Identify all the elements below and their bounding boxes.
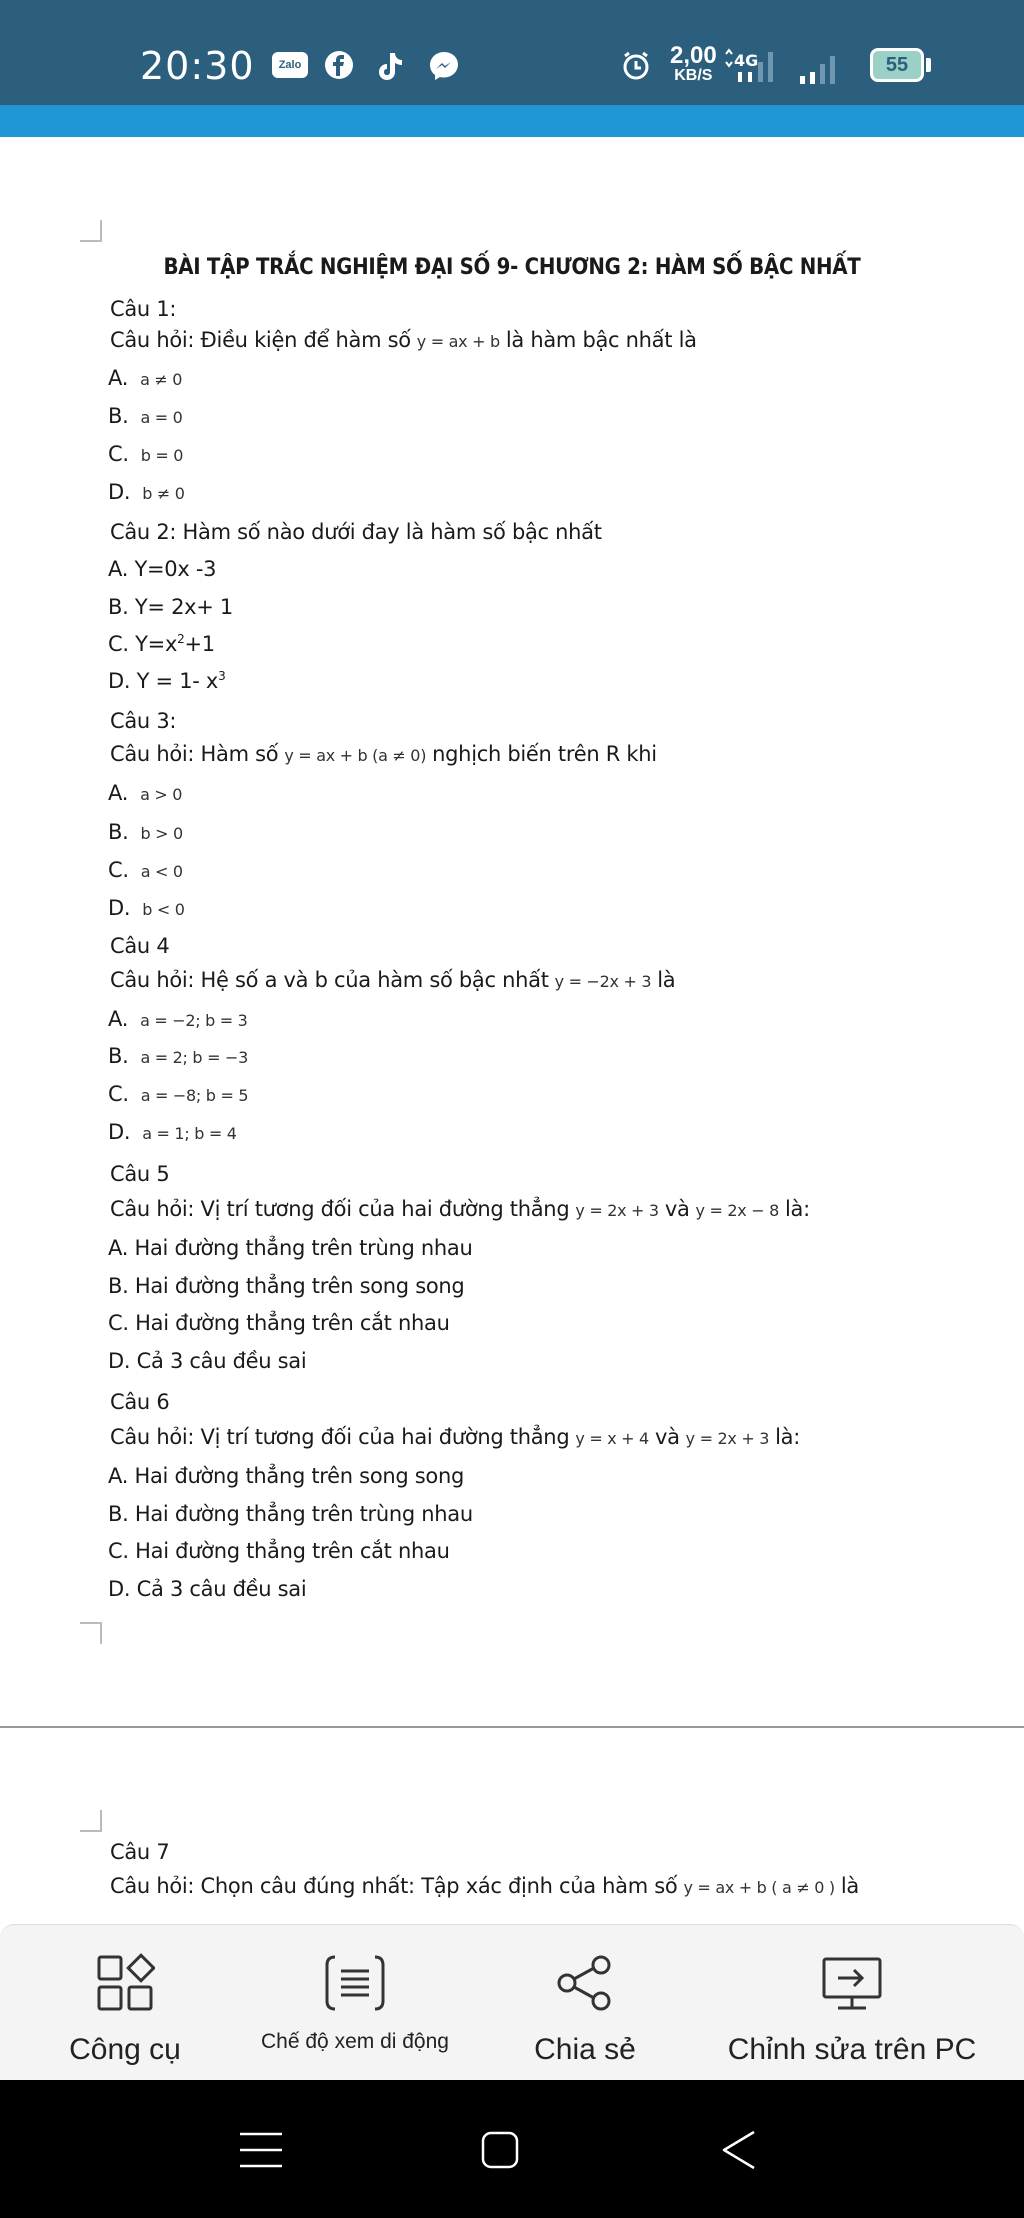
q5-option-a: A. Hai đường thẳng trên trùng nhau bbox=[108, 1236, 473, 1260]
speed-unit: KB/S bbox=[674, 67, 713, 84]
q3-option-b: B. b > 0 bbox=[108, 820, 183, 844]
q3-label: Câu 3: bbox=[110, 709, 177, 733]
app-header-strip bbox=[0, 105, 1024, 137]
q2-label: Câu 2: Hàm số nào dưới đay là hàm số bậc nhất bbox=[110, 520, 602, 544]
q6-option-d: D. Cả 3 câu đều sai bbox=[108, 1577, 307, 1601]
q1-question-math: y = ax + b bbox=[416, 332, 500, 351]
tools-button[interactable] bbox=[20, 1925, 230, 2081]
tiktok-icon bbox=[374, 50, 404, 82]
battery-tip bbox=[926, 58, 931, 72]
q4-label: Câu 4 bbox=[110, 934, 170, 958]
q2-option-d: D. Y = 1- $x^3$ bbox=[108, 669, 226, 693]
mobile-view-label: Chế độ xem di động bbox=[261, 2030, 449, 2053]
back-nav-icon[interactable] bbox=[718, 2128, 758, 2172]
battery-icon: 55 bbox=[870, 48, 924, 82]
q2-option-a: A. Y=0x -3 bbox=[108, 557, 217, 581]
q6-option-b: B. Hai đường thẳng trên trùng nhau bbox=[108, 1502, 473, 1526]
page-corner-marker bbox=[80, 1810, 102, 1832]
tools-label: Công cụ bbox=[69, 2033, 181, 2066]
bottom-toolbar bbox=[0, 1924, 1024, 2080]
q3-option-d: D. b < 0 bbox=[108, 896, 185, 920]
share-icon bbox=[555, 1953, 615, 2013]
document-title: BÀI TẬP TRẮC NGHIỆM ĐẠI SỐ 9- CHƯƠNG 2: HÀM SỐ BẬC NHẤT bbox=[163, 255, 861, 280]
q5-question: Câu hỏi: Vị trí tương đối của hai đường thẳng y = 2x + 3 và y = 2x − 8 là: bbox=[110, 1197, 810, 1221]
home-nav-icon[interactable] bbox=[480, 2130, 520, 2170]
q1-label: Câu 1: bbox=[110, 297, 177, 321]
edit-on-pc-label: Chỉnh sửa trên PC bbox=[727, 2033, 977, 2066]
page-corner-marker bbox=[80, 1622, 102, 1644]
tools-icon bbox=[95, 1953, 155, 2013]
q4-option-d: D. a = 1; b = 4 bbox=[108, 1120, 237, 1144]
q3-option-c: C. a < 0 bbox=[108, 858, 183, 882]
q5-option-c: C. Hai đường thẳng trên cắt nhau bbox=[108, 1311, 450, 1335]
zalo-icon: Zalo bbox=[272, 52, 308, 78]
signal-icon bbox=[798, 50, 854, 84]
q1-option-d: D. b ≠ 0 bbox=[108, 480, 185, 504]
messenger-icon bbox=[428, 50, 460, 82]
q1-option-c: C. b = 0 bbox=[108, 442, 184, 466]
q2-option-c: C. $Y=x^2+1$ bbox=[108, 632, 215, 656]
q5-option-d: D. Cả 3 câu đều sai bbox=[108, 1349, 307, 1373]
network-type: 4G bbox=[734, 51, 759, 70]
q1-option-b: B. a = 0 bbox=[108, 404, 183, 428]
menu-nav-icon[interactable] bbox=[238, 2130, 284, 2170]
network-speed bbox=[670, 44, 717, 84]
page-corner-marker bbox=[80, 220, 102, 242]
speed-value: 2,00 bbox=[670, 42, 717, 69]
q7-label: Câu 7 bbox=[110, 1840, 170, 1864]
desktop-icon bbox=[820, 1953, 884, 2013]
q6-label: Câu 6 bbox=[110, 1390, 170, 1414]
q6-option-a: A. Hai đường thẳng trên song song bbox=[108, 1464, 465, 1488]
edit-on-pc-button[interactable] bbox=[700, 1925, 1004, 2081]
q3-question: Câu hỏi: Hàm số y = ax + b (a ≠ 0) nghịch biến trên R khi bbox=[110, 742, 657, 766]
mobile-view-button[interactable] bbox=[240, 1925, 470, 2081]
mobile-view-icon bbox=[323, 1953, 387, 2013]
page-separator bbox=[0, 1726, 1024, 1728]
share-label: Chia sẻ bbox=[534, 2033, 636, 2066]
q1-option-a: A. a ≠ 0 bbox=[108, 366, 183, 390]
q6-question: Câu hỏi: Vị trí tương đối của hai đường thẳng y = x + 4 và y = 2x + 3 là: bbox=[110, 1425, 800, 1449]
alarm-icon bbox=[620, 50, 652, 82]
q4-question: Câu hỏi: Hệ số a và b của hàm số bậc nhất y = −2x + 3 là bbox=[110, 968, 676, 992]
q5-option-b: B. Hai đường thẳng trên song song bbox=[108, 1274, 465, 1298]
share-button[interactable] bbox=[480, 1925, 690, 2081]
q2-option-b: B. Y= 2x+ 1 bbox=[108, 595, 233, 619]
q4-option-c: C. a = −8; b = 5 bbox=[108, 1082, 249, 1106]
q3-option-a: A. a > 0 bbox=[108, 781, 183, 805]
q1-question-tail: là hàm bậc nhất là bbox=[505, 328, 697, 352]
q4-option-a: A. a = −2; b = 3 bbox=[108, 1007, 248, 1031]
q1-question-text: Câu hỏi: Điều kiện để hàm số bbox=[110, 328, 411, 352]
status-time: 20:30 bbox=[140, 44, 255, 88]
facebook-icon bbox=[324, 50, 354, 80]
system-nav-bar bbox=[0, 2080, 1024, 2218]
status-bar bbox=[0, 0, 1024, 105]
q5-label: Câu 5 bbox=[110, 1162, 170, 1186]
q1-question bbox=[110, 328, 697, 352]
q7-question: Câu hỏi: Chọn câu đúng nhất: Tập xác định của hàm số y = ax + b ( a ≠ 0 ) là bbox=[110, 1874, 859, 1898]
signal-4g-icon bbox=[724, 48, 782, 84]
q4-option-b: B. a = 2; b = −3 bbox=[108, 1044, 248, 1068]
q6-option-c: C. Hai đường thẳng trên cắt nhau bbox=[108, 1539, 450, 1563]
